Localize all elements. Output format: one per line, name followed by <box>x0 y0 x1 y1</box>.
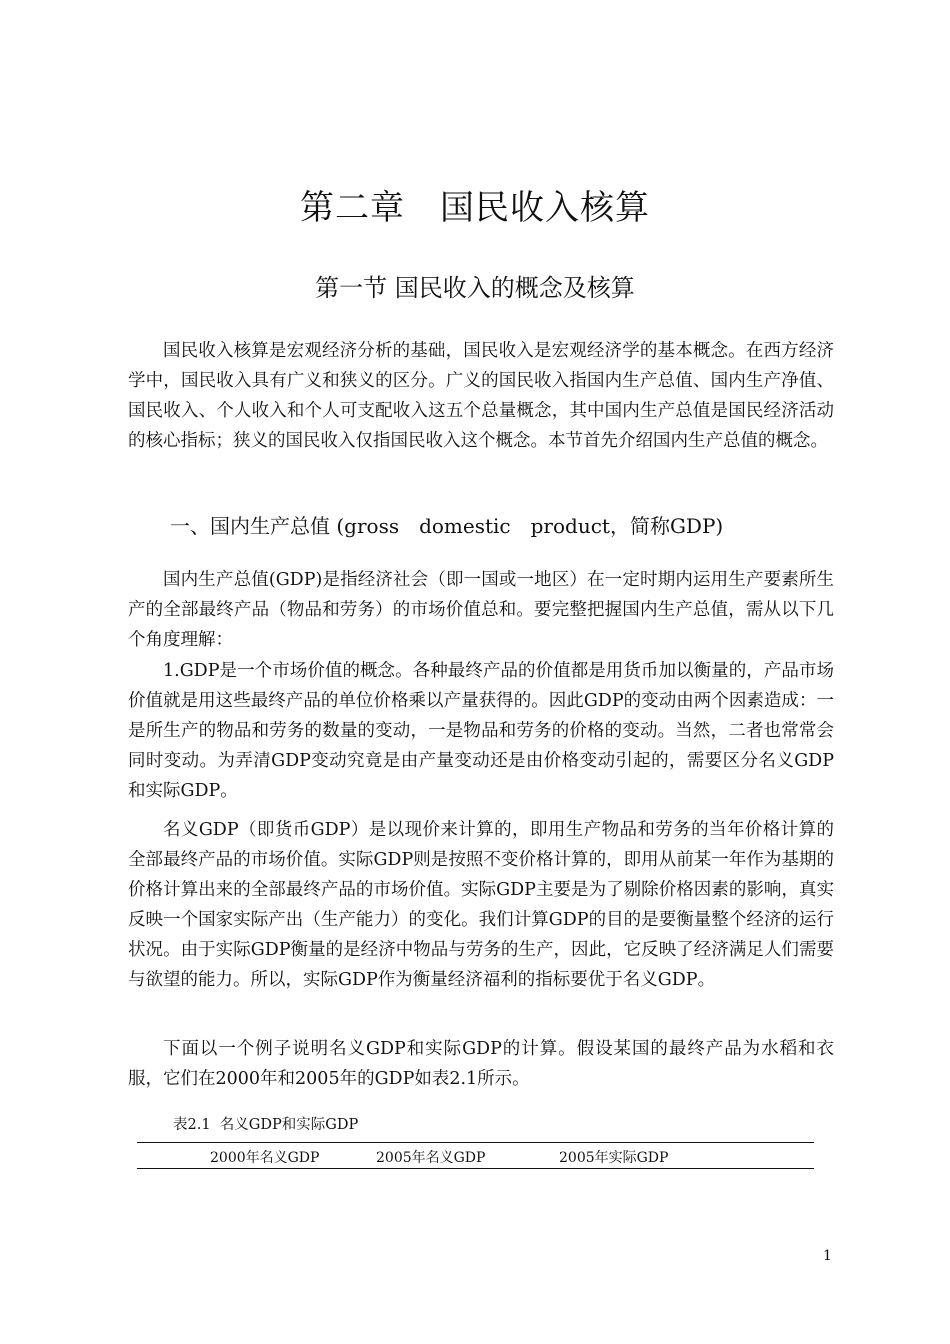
table-top-rule <box>137 1142 814 1143</box>
table-header-cell: 2000年名义GDP <box>210 1150 320 1166</box>
example-paragraph: 下面以一个例子说明名义GDP和实际GDP的计算。假设某国的最终产品为水稻和衣服，它们在2000年和2005年的GDP如表2.1所示。 <box>128 1039 834 1089</box>
intro-paragraph: 国民收入核算是宏观经济分析的基础，国民收入是宏观经济学的基本概念。在西方经济学中，国民收入具有广义和狭义的区分。广义的国民收入指国内生产总值、国内生产净值、国民收入、个人收入和个人可支配收入这五个总量概念，其中国内生产总值是国民经济活动的核心指标；狭义的国民收入仅指国民收入这个概念。本节首先介绍国内生产总值的概念。 <box>128 341 834 451</box>
point-one-paragraph: 1.GDP是一个市场价值的概念。各种最终产品的价值都是用货币加以衡量的，产品市场价值就是用这些最终产品的单位价格乘以产量获得的。因此GDP的变动由两个因素造成：一是所生产的物品和劳务的数量的变动，一是物品和劳务的价格的变动。当然，二者也常常会同时变动。为弄清GDP变动究竟是由产量变动还是由价格变动引起的，需要区分名义GDP和实际GDP。 <box>128 661 834 801</box>
gdp-definition-paragraph: 国内生产总值(GDP)是指经济社会（即一国或一地区）在一定时期内运用生产要素所生产的全部最终产品（物品和劳务）的市场价值总和。要完整把握国内生产总值，需从以下几个角度理解： <box>128 570 834 650</box>
table-header-cell: 2005年名义GDP <box>376 1150 486 1166</box>
page-number: 1 <box>823 1248 832 1264</box>
section-title: 第一节 国民收入的概念及核算 <box>315 274 635 302</box>
nominal-real-paragraph: 名义GDP（即货币GDP）是以现价来计算的，即用生产物品和劳务的当年价格计算的全部最终产品的市场价值。实际GDP则是按照不变价格计算的，即用从前某一年作为基期的价格计算出来的全部最终产品的市场价值。实际GDP主要是为了剔除价格因素的影响，真实反映一个国家实际产出（生产能力）的变化。我们计算GDP的目的是要衡量整个经济的运行状况。由于实际GDP衡量的是经济中物品与劳务的生产，因此，它反映了经济满足人们需要与欲望的能力。所以，实际GDP作为衡量经济福利的指标要优于名义GDP。 <box>128 820 834 990</box>
gdp-subheading: 一、国内生产总值 (gross domestic product，简称GDP) <box>170 514 724 538</box>
chapter-title: 第二章 国民收入核算 <box>300 188 650 228</box>
table-header-rule <box>137 1168 814 1169</box>
table-header-cell: 2005年实际GDP <box>559 1150 669 1166</box>
table-caption: 表2.1 名义GDP和实际GDP <box>173 1117 359 1133</box>
